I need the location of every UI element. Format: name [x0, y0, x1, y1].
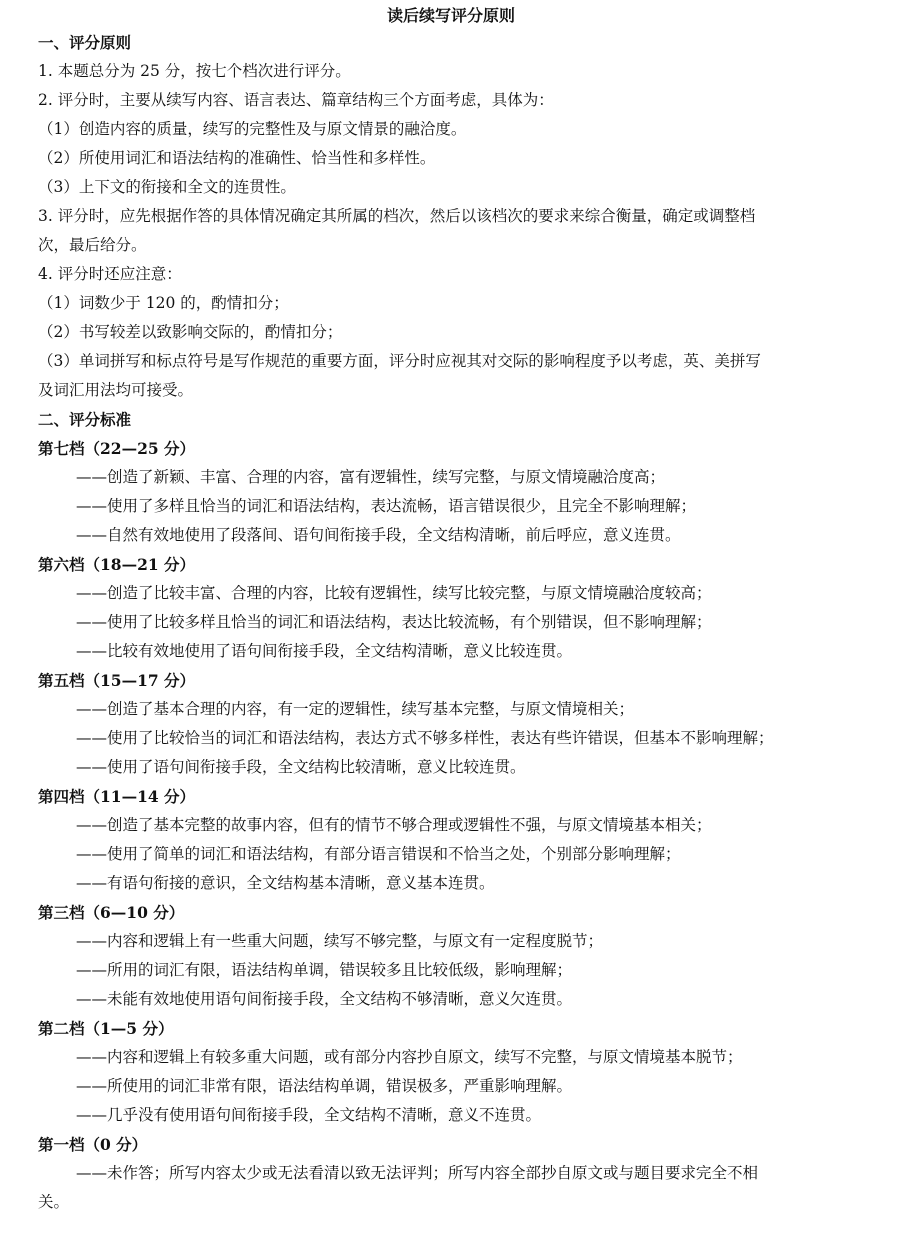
- level-7-criterion-2: ——使用了多样且恰当的词汇和语法结构，表达流畅，语言错误很少，且完全不影响理解；: [76, 497, 697, 515]
- level-7-criterion-3: ——自然有效地使用了段落间、语句间衔接手段，全文结构清晰，前后呼应，意义连贯。: [76, 526, 681, 544]
- principle-4-item-3-line-1: （3）单词拼写和标点符号是写作规范的重要方面，评分时应视其对交际的影响程度予以考虑，英、美拼写: [38, 352, 761, 370]
- level-5-title: 第五档（15—17 分）: [38, 671, 196, 690]
- level-6-title: 第六档（18—21 分）: [38, 555, 196, 574]
- level-5-criterion-3: ——使用了语句间衔接手段，全文结构比较清晰，意义比较连贯。: [76, 758, 526, 776]
- principle-1: 1. 本题总分为 25 分，按七个档次进行评分。: [38, 62, 351, 80]
- level-3-criterion-2: ——所用的词汇有限，语法结构单调，错误较多且比较低级，影响理解；: [76, 961, 573, 979]
- principle-3-line-2: 次，最后给分。: [38, 236, 147, 254]
- level-6-criterion-3: ——比较有效地使用了语句间衔接手段，全文结构清晰，意义比较连贯。: [76, 642, 573, 660]
- level-7-criterion-1: ——创造了新颖、丰富、合理的内容，富有逻辑性，续写完整，与原文情境融洽度高；: [76, 468, 666, 486]
- level-1-criterion-line-1: ——未作答；所写内容太少或无法看清以致无法评判；所写内容全部抄自原文或与题目要求完全不相: [76, 1164, 759, 1182]
- level-3-title: 第三档（6—10 分）: [38, 903, 185, 922]
- level-1-title: 第一档（0 分）: [38, 1135, 148, 1154]
- level-2-title: 第二档（1—5 分）: [38, 1019, 174, 1038]
- level-5-criterion-2: ——使用了比较恰当的词汇和语法结构，表达方式不够多样性，表达有些许错误，但基本不影响理解；: [76, 729, 774, 747]
- level-1-criterion-line-2: 关。: [38, 1193, 70, 1211]
- principle-4: 4. 评分时还应注意：: [38, 265, 182, 283]
- level-6-criterion-1: ——创造了比较丰富、合理的内容，比较有逻辑性，续写比较完整，与原文情境融洽度较高；: [76, 584, 712, 602]
- principle-4-item-3-line-2: 及词汇用法均可接受。: [38, 381, 194, 399]
- principle-2: 2. 评分时，主要从续写内容、语言表达、篇章结构三个方面考虑，具体为：: [38, 91, 554, 109]
- level-2-criterion-2: ——所使用的词汇非常有限，语法结构单调，错误极多，严重影响理解。: [76, 1077, 573, 1095]
- level-2-criterion-1: ——内容和逻辑上有较多重大问题，或有部分内容抄自原文，续写不完整，与原文情境基本脱节；: [76, 1048, 743, 1066]
- principle-2-item-3: （3）上下文的衔接和全文的连贯性。: [38, 178, 296, 196]
- principle-4-item-2: （2）书写较差以致影响交际的，酌情扣分；: [38, 323, 343, 341]
- principle-4-item-1: （1）词数少于 120 的，酌情扣分；: [38, 294, 289, 312]
- level-3-criterion-1: ——内容和逻辑上有一些重大问题，续写不够完整，与原文有一定程度脱节；: [76, 932, 604, 950]
- level-4-criterion-1: ——创造了基本完整的故事内容，但有的情节不够合理或逻辑性不强，与原文情境基本相关；: [76, 816, 712, 834]
- level-7-title: 第七档（22—25 分）: [38, 439, 196, 458]
- level-4-criterion-3: ——有语句衔接的意识，全文结构基本清晰，意义基本连贯。: [76, 874, 495, 892]
- level-4-title: 第四档（11—14 分）: [38, 787, 196, 806]
- level-3-criterion-3: ——未能有效地使用语句间衔接手段，全文结构不够清晰，意义欠连贯。: [76, 990, 573, 1008]
- document-title: 读后续写评分原则: [386, 6, 515, 25]
- principle-3-line-1: 3. 评分时，应先根据作答的具体情况确定其所属的档次，然后以该档次的要求来综合衡量，确定或调整档: [38, 207, 756, 225]
- level-5-criterion-1: ——创造了基本合理的内容，有一定的逻辑性，续写基本完整，与原文情境相关；: [76, 700, 635, 718]
- level-6-criterion-2: ——使用了比较多样且恰当的词汇和语法结构，表达比较流畅，有个别错误，但不影响理解；: [76, 613, 712, 631]
- section-heading-principles: 一、评分原则: [38, 33, 132, 52]
- principle-2-item-1: （1）创造内容的质量，续写的完整性及与原文情景的融洽度。: [38, 120, 467, 138]
- principle-2-item-2: （2）所使用词汇和语法结构的准确性、恰当性和多样性。: [38, 149, 436, 167]
- level-2-criterion-3: ——几乎没有使用语句间衔接手段，全文结构不清晰，意义不连贯。: [76, 1106, 542, 1124]
- level-4-criterion-2: ——使用了简单的词汇和语法结构，有部分语言错误和不恰当之处，个别部分影响理解；: [76, 845, 681, 863]
- section-heading-standards: 二、评分标准: [38, 410, 132, 429]
